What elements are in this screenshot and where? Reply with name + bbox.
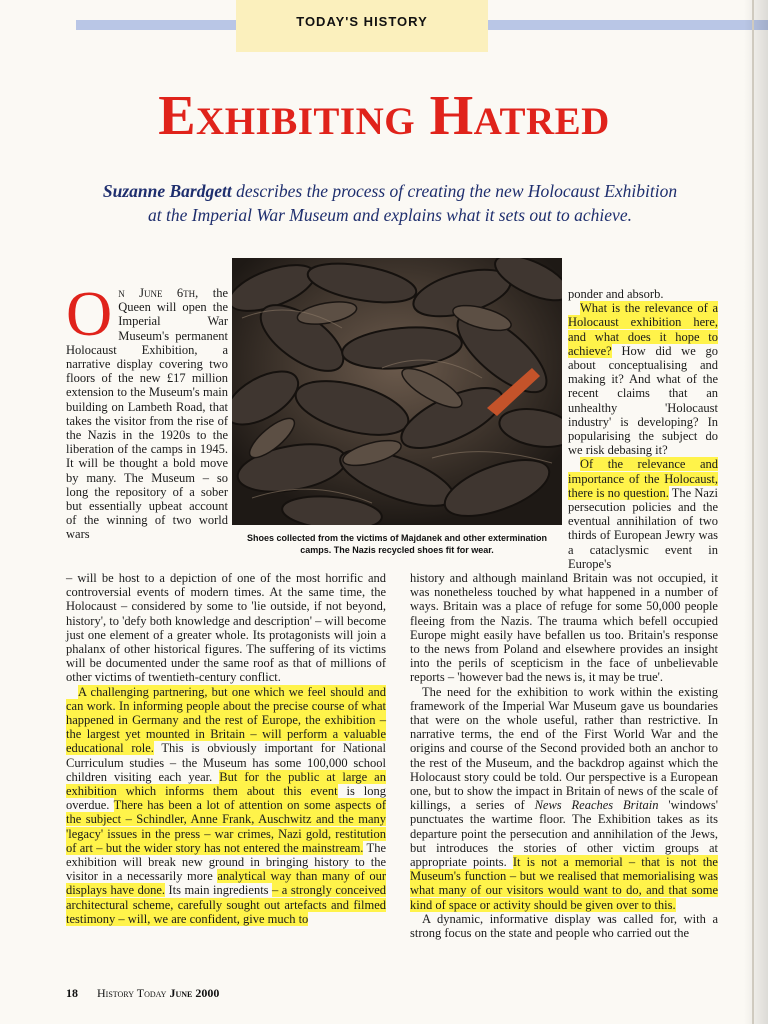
body-italic: News Reaches Britain — [534, 798, 659, 813]
highlight: There has been a lot of attention on some aspects of the subject – Schindler, Anne Frank, Auschwitz and the many 'legacy' issues in the press – war crimes, Nazi gold, restitution of art – but the wider story has not entered the mainstream. — [66, 798, 386, 855]
shoes-photo — [232, 258, 562, 525]
drop-cap: O — [66, 278, 113, 349]
body-text: is long overdue. — [66, 784, 386, 813]
highlight: But for the public at large an exhibition which informs them about this event — [66, 769, 386, 799]
highlight: Of the relevance and importance of the Holocaust, there is no question. — [568, 457, 718, 500]
standfirst — [100, 179, 680, 227]
highlight: What is the relevance of a Holocaust exhibition here, and what does it hope to achieve? — [568, 301, 718, 358]
photo-caption: Shoes collected from the victims of Majdanek and other extermination camps. The Nazis recycled shoes fit for wear. — [246, 533, 548, 555]
article-title: Exhibiting Hatred — [158, 85, 610, 147]
page-footer — [66, 986, 219, 1001]
issue-date: June 2000 — [169, 986, 220, 1000]
body-paragraph: ponder and absorb. — [568, 287, 664, 301]
body-text: Its main ingredients — [165, 883, 273, 898]
highlight: analytical way than many of our displays have done. — [66, 869, 386, 898]
body-text: The Nazi persecution policies and the eventual annihilation of two thirds of European Jewry was a cataclysmic event in Europe's — [568, 485, 718, 571]
publication-name: History Today — [97, 986, 167, 1000]
highlight: It is not a memorial – that is not the Museum's function – but we realised that memorialising was what many of our visitors would want to do, and that some kind of space or activity should be given over to this. — [410, 855, 718, 912]
body-paragraph — [568, 457, 718, 571]
body-text: the Queen will open the Imperial War Museum's permanent Holocaust Exhibition, a narrative display covering two floors of the new £17 million extension to the Museum's main building on Lambeth Road, that takes the visitor from the rise of the Nazis in the 1920s to the liberation of the camps in 1945. It will be thought a bold move by many. The Museum – so long the repository of a sober but essentially upbeat account of the winning of two world wars — [66, 286, 228, 542]
body-text: How did we go about conceptualising and making it? And what of the recent claims that an unhealthy 'Holocaust industry' is developing? In popularising the subject do we risk debasing it? — [568, 343, 718, 458]
shoes-photo-graphic — [232, 258, 562, 525]
body-paragraph — [568, 301, 718, 457]
body-text: 'windows' punctuates the wartime floor. The Exhibition takes as its departure point the persecution and annihilation of the Jews, but introduces the stories of other victim groups at appropriate points. — [410, 798, 718, 870]
body-paragraph: history and although mainland Britain was not occupied, it was nonetheless touched by what happened in a number of ways. Britain was a place of refuge for some 50,000 people fleeing from the Nazis. The trauma which befell occupied Europe might easily have befallen us too. Britain's response to the news from Poland and elsewhere provides an insight into the perils of scepticism in the face of unbelievable reports – 'however bad the news is, it may be true'. — [410, 571, 718, 685]
body-column-right-bottom — [410, 571, 718, 940]
lead-in: n June 6th, — [118, 286, 199, 300]
standfirst-author: Suzanne Bardgett — [102, 181, 232, 201]
body-column-right-top — [568, 287, 718, 571]
standfirst-text: describes the process of creating the new Holocaust Exhibition at the Imperial War Museum and explains what it sets out to achieve. — [148, 181, 678, 225]
page-number: 18 — [66, 986, 78, 1000]
highlight: – a strongly conceived architectural scheme, carefully sought out artefacts and filmed testimony – will, we are confident, give much to — [66, 883, 386, 926]
page-gutter-shadow — [744, 0, 768, 1024]
body-text: The need for the exhibition to work within the existing framework of the Imperial War Museum gave us boundaries that were on the whole useful, rather than restrictive. In narrative terms, the end of the First World War and the origins and course of the Second provided both an anchor to the rest of the Museum, and the backdrop against which the Holocaust story could be told. Our perspective is a European one, but to show the impact in Britain of news of the scale of killings, a series of — [410, 684, 718, 813]
body-text: The exhibition will break new ground in bringing history to the visitor in a necessarily more — [66, 840, 386, 884]
body-paragraph: A dynamic, informative display was called for, with a strong focus on the state and people who carried out the — [410, 911, 718, 941]
section-label: TODAY'S HISTORY — [296, 14, 428, 29]
body-column-left-top — [66, 278, 228, 542]
highlight: A challenging partnering, but one which we feel should and can work. In informing people about the precise course of what happened in Germany and the rest of Europe, the exhibition – the largest yet mounted in Britain – will perform a valuable educational role. — [66, 684, 386, 756]
body-paragraph — [66, 685, 386, 926]
body-paragraph — [410, 685, 718, 912]
body-text: This is obviously important for National Curriculum studies – the Museum has some 100,000 school children visiting each year. — [66, 741, 387, 784]
body-column-left-bottom — [66, 571, 386, 926]
body-paragraph: – will be host to a depiction of one of the most horrific and controversial events of modern times. At the same time, the Holocaust – considered by some to 'lie outside, if not beyond, history', to 'defy both knowledge and description' – will become just one element of a greater whole. Its protagonists will join a phalanx of other historical figures. The suffering of its victims will be documented under the same roof as that of millions of other victims of twentieth-century conflict. — [66, 571, 386, 685]
